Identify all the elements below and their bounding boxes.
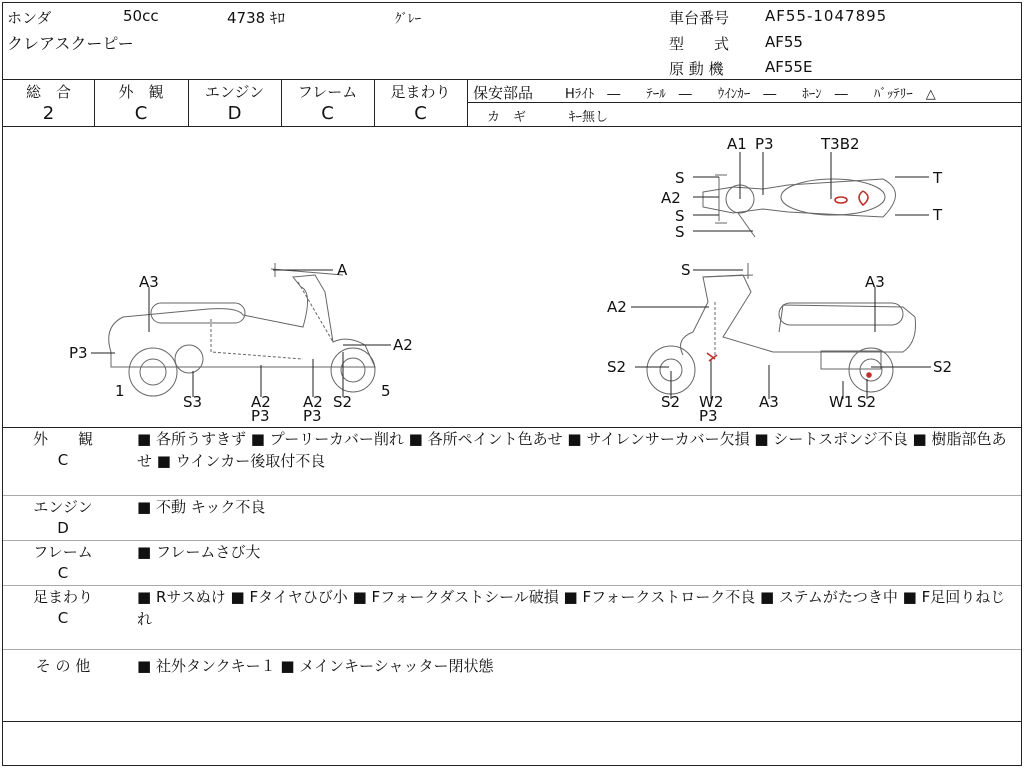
label-s2: S2: [857, 393, 877, 411]
divider: [3, 721, 1021, 722]
engine-label: 原 動 機: [669, 60, 724, 78]
mileage: 4738 ｷﾛ: [227, 9, 285, 27]
label-w1: W1: [829, 393, 854, 411]
label-p3: P3: [69, 344, 88, 362]
label-a2: A2: [303, 393, 323, 411]
label-p3: P3: [699, 407, 718, 425]
label-a3: A3: [139, 273, 159, 291]
damage-marks: [707, 191, 871, 377]
grade-label-suspension: 足まわり: [390, 83, 451, 101]
section-label-suspension: 足まわり: [32, 588, 93, 606]
grade-label-exterior: 外 観: [118, 83, 164, 101]
label-t: T: [933, 206, 943, 224]
chassis-number: AF55-1047895: [765, 7, 888, 25]
type-value: AF55: [765, 33, 803, 51]
label-5: 5: [381, 382, 391, 400]
safety-label: 保安部品: [473, 84, 534, 102]
maker: ホンダ: [7, 9, 52, 27]
section-text-exterior: ■ 各所うすきず ■ プーリーカバー削れ ■ 各所ペイント色あせ ■ サイレンサーカバー欠損 ■ シートスポンジ不良 ■ 樹脂部色あせ ■ ウインカー後取付不良: [137, 430, 1007, 470]
label-s2: S2: [607, 358, 627, 376]
label-p3: P3: [303, 407, 322, 425]
leader-lines: [91, 152, 931, 399]
grade-value-suspension: C: [414, 103, 427, 124]
label-s2: S2: [333, 393, 353, 411]
section-text-engine: ■ 不動 キック不良: [137, 498, 266, 516]
section-text-suspension: ■ Rサスぬけ ■ Fタイヤひび小 ■ Fフォークダストシール破損 ■ Fフォークストローク不良 ■ ステムがたつき中 ■ F足回りねじれ: [137, 588, 1006, 628]
grade-label-overall: 総 合: [25, 83, 71, 101]
label-s: S: [675, 223, 685, 241]
label-t: T: [933, 169, 943, 187]
label-a: A: [337, 261, 348, 279]
section-grade-suspension: C: [57, 609, 69, 627]
divider: [467, 102, 1021, 103]
section-grade-engine: D: [57, 519, 69, 537]
grade-value-overall: 2: [42, 103, 55, 124]
label-s3: S3: [183, 393, 203, 411]
section-text-other: ■ 社外タンクキー１ ■ メインキーシャッター閉状態: [137, 657, 494, 675]
section-label-engine: エンジン: [33, 498, 93, 516]
grade-label-engine: エンジン: [204, 83, 265, 101]
label-t3b2: T3B2: [821, 135, 860, 153]
label-s2: S2: [661, 393, 681, 411]
grade-label-frame: フレーム: [297, 83, 358, 101]
key-label: カ ギ: [487, 110, 527, 125]
key-value: ｷｰ無し: [569, 110, 609, 125]
label-a2: A2: [393, 336, 413, 354]
damage-diagram: [3, 127, 1021, 427]
label-p3: P3: [251, 407, 270, 425]
safety-items: Hﾗｲﾄ ― ﾃｰﾙ ― ｳｲﾝｶｰ ― ﾎｰﾝ ― ﾊﾞｯﾃﾘｰ △: [565, 87, 936, 102]
label-a2: A2: [251, 393, 271, 411]
model-name: クレアスクーピー: [7, 34, 134, 53]
divider: [3, 79, 1021, 80]
inspection-sheet: [2, 2, 1022, 766]
color: ｸﾞﾚｰ: [395, 12, 421, 27]
label-s: S: [681, 261, 691, 279]
label-a2: A2: [661, 189, 681, 207]
section-label-frame: フレーム: [33, 543, 93, 561]
label-a1: A1: [727, 135, 747, 153]
section-label-exterior: 外 観: [32, 430, 93, 448]
section-label-other: そ の 他: [35, 657, 91, 675]
label-a3: A3: [865, 273, 885, 291]
grade-value-exterior: C: [134, 103, 148, 124]
section-grade-exterior: C: [57, 451, 69, 469]
grade-value-frame: C: [321, 103, 334, 124]
label-a3: A3: [759, 393, 779, 411]
label-s: S: [675, 207, 685, 225]
chassis-label: 車台番号: [669, 9, 730, 27]
grade-value-engine: D: [227, 103, 242, 124]
label-1: 1: [115, 382, 125, 400]
scooter-top-view: [703, 175, 896, 237]
type-label: 型 式: [669, 35, 730, 53]
divider: [467, 79, 468, 126]
label-w2: W2: [699, 393, 724, 411]
engine-value: AF55E: [765, 58, 813, 76]
label-p3: P3: [755, 135, 774, 153]
section-text-frame: ■ フレームさび大: [137, 543, 261, 561]
displacement: 50cc: [123, 7, 159, 25]
section-grade-frame: C: [57, 564, 69, 582]
divider: [3, 649, 1021, 650]
label-s2: S2: [933, 358, 953, 376]
label-s: S: [675, 169, 685, 187]
label-a2: A2: [607, 298, 627, 316]
